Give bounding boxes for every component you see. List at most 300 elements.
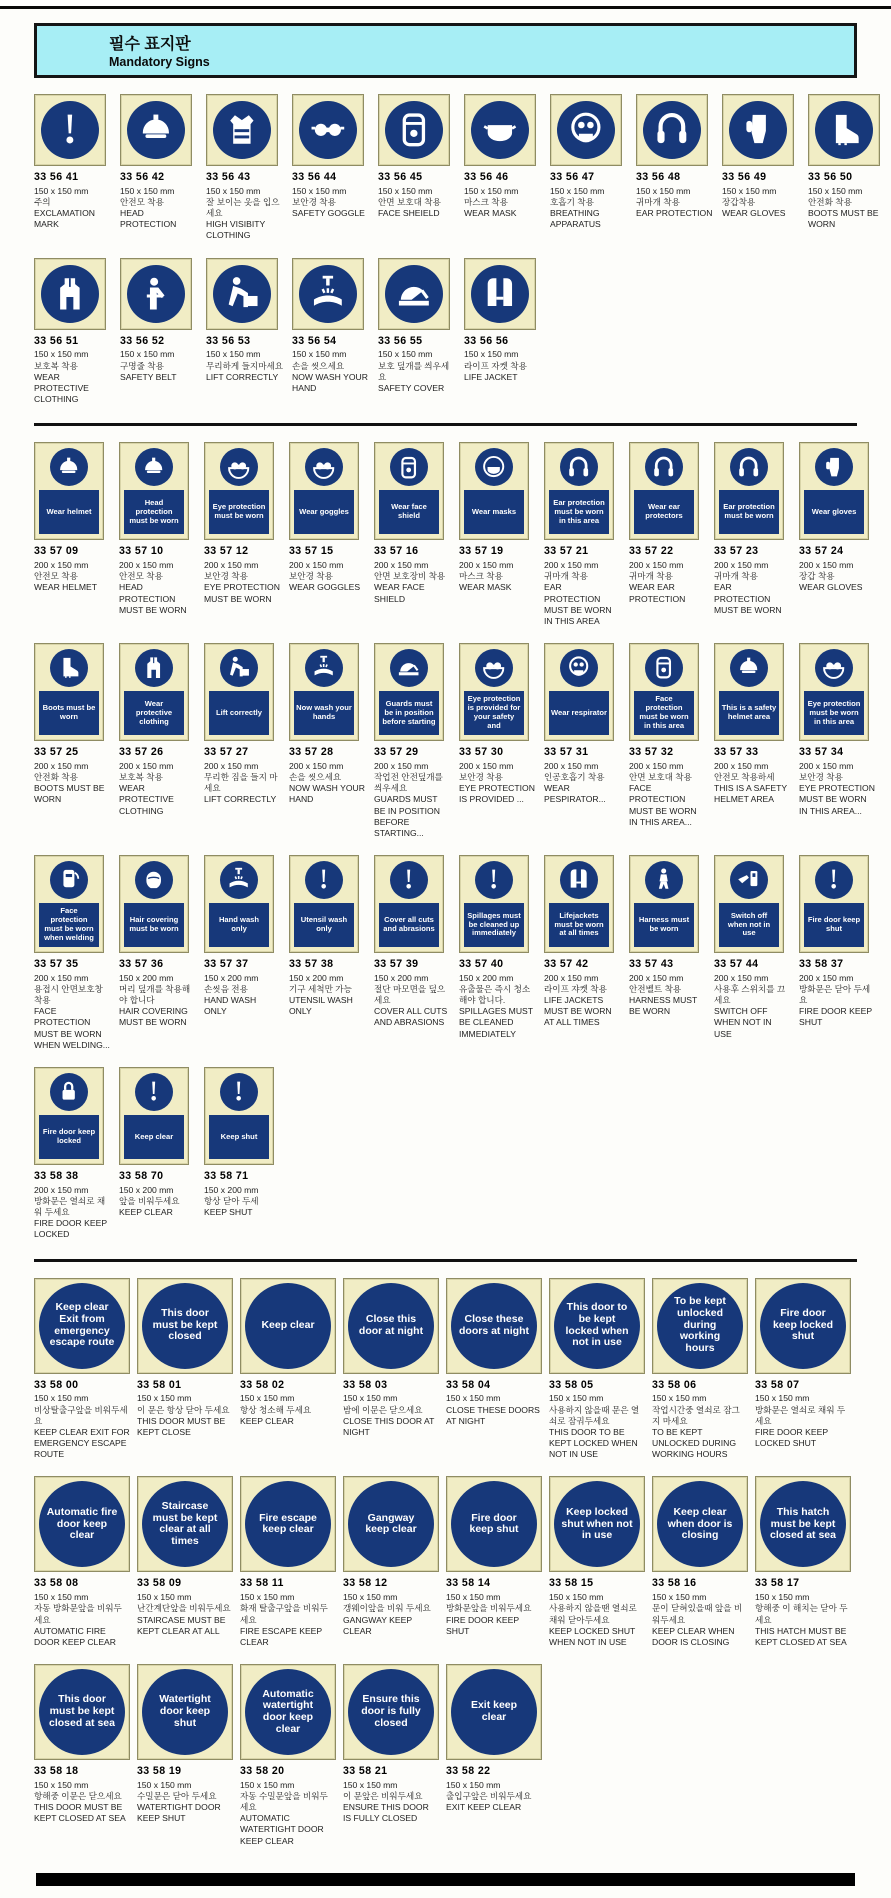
goggles-face-icon	[475, 649, 513, 687]
product-size: 200 x 150 mm	[119, 560, 174, 571]
product-size: 150 x 150 mm	[652, 1592, 707, 1603]
product-item	[459, 855, 535, 1040]
product-item	[34, 1278, 130, 1461]
product-caption	[34, 1379, 130, 1461]
sign-text-panel: Fire door keep shut	[804, 903, 864, 947]
welding-shield-icon	[50, 861, 88, 899]
product-name-korean: 안전화 착용	[34, 771, 78, 782]
product-caption	[652, 1379, 748, 1461]
product-name-korean: 이 문앞은 비워두세요	[343, 1790, 423, 1801]
lifejacket-icon	[471, 265, 529, 323]
sign-circle	[554, 1481, 640, 1567]
product-code: 33 58 06	[652, 1378, 697, 1391]
sign-text-panel: Ear protection must be worn	[719, 490, 779, 534]
sign-text-panel: Lifejackets must be worn at all times	[549, 903, 609, 947]
product-size: 150 x 150 mm	[292, 349, 347, 360]
sign-image	[464, 94, 536, 166]
sign-image	[374, 442, 444, 540]
sign-circle	[348, 1669, 434, 1755]
sign-image	[549, 1476, 645, 1572]
product-code: 33 56 52	[120, 334, 165, 347]
product-size: 150 x 150 mm	[652, 1393, 707, 1404]
page-header	[34, 23, 857, 78]
sign-circle-text: Automatic watertight door keep clear	[262, 1687, 314, 1735]
product-code: 33 58 05	[549, 1378, 594, 1391]
sign-circle	[245, 1481, 331, 1567]
product-name-english: LIFE JACKETS MUST BE WORN AT ALL TIMES	[544, 995, 612, 1028]
sign-image	[550, 94, 622, 166]
product-name-english: BOOTS MUST BE WORN	[808, 208, 879, 230]
product-item	[292, 94, 370, 219]
sign-circle	[39, 1669, 125, 1755]
sign-image	[204, 1067, 274, 1165]
product-name-english: HEAD PROTECTION	[120, 208, 177, 230]
product-code: 33 56 50	[808, 171, 853, 183]
exclamation-icon	[135, 1073, 173, 1111]
product-name-korean: 항해중 이 해치는 닫아 두세요	[755, 1603, 848, 1625]
gloves-icon	[815, 448, 853, 486]
product-name-english: THIS DOOR MUST BE KEPT CLOSED AT SEA	[34, 1802, 126, 1824]
product-caption	[799, 545, 875, 593]
sign-image	[808, 94, 880, 166]
product-name-english: NOW WASH YOUR HAND	[289, 783, 365, 805]
sign-circle	[657, 1283, 743, 1369]
product-name-korean: 방화문은 닫아 두세요	[799, 983, 871, 1006]
catalog-page	[0, 6, 891, 1898]
product-caption	[549, 1577, 645, 1648]
product-code: 33 57 40	[459, 958, 504, 971]
sign-text-panel: This is a safety helmet area	[719, 691, 779, 735]
sign-image	[137, 1664, 233, 1760]
product-code: 33 57 23	[714, 545, 759, 558]
product-name-english: KEEP CLEAR	[119, 1207, 173, 1218]
sign-text-panel: Lift correctly	[209, 691, 269, 735]
sign-text-panel: Now wash your hands	[294, 691, 354, 735]
product-item	[289, 442, 365, 593]
product-caption	[544, 958, 620, 1029]
product-caption	[137, 1379, 233, 1438]
sign-circle-text: This door must be kept closed	[152, 1306, 218, 1343]
product-name-korean: 안면 보호장비 착용	[374, 571, 446, 582]
product-size: 150 x 150 mm	[378, 349, 433, 360]
product-name-english: WEAR PROTECTIVE CLOTHING	[34, 371, 89, 405]
product-code: 33 57 38	[289, 958, 334, 971]
product-name-english: STAIRCASE MUST BE KEPT CLEAR AT ALL	[137, 1614, 226, 1636]
product-code: 33 58 21	[343, 1765, 388, 1778]
product-name-korean: 안전모 착용	[119, 571, 163, 582]
product-code: 33 58 70	[119, 1169, 164, 1182]
product-size: 200 x 150 mm	[34, 560, 89, 571]
product-name-korean: 방화문앞을 비워두세요	[446, 1603, 532, 1614]
sign-image	[119, 643, 189, 741]
product-size: 150 x 150 mm	[808, 185, 863, 196]
product-name-english: HAIR COVERING MUST BE WORN	[119, 1006, 188, 1028]
sign-image	[34, 1278, 130, 1374]
product-code: 33 57 36	[119, 958, 164, 971]
sign-circle-text: Ensure this door is fully closed	[361, 1693, 421, 1729]
product-name-korean: 마스크 착용	[459, 571, 503, 582]
sign-image	[343, 1664, 439, 1760]
product-size: 200 x 150 mm	[629, 972, 684, 983]
product-name-english: UTENSIL WASH ONLY	[289, 995, 353, 1017]
helmet-icon	[135, 448, 173, 486]
product-code: 33 56 51	[34, 334, 79, 347]
product-name-english: FIRE DOOR KEEP SHUT	[446, 1614, 519, 1636]
sign-circle-text: Automatic fire door keep clear	[46, 1505, 118, 1542]
product-code: 33 58 01	[137, 1378, 182, 1391]
product-item	[714, 643, 790, 805]
product-size: 200 x 150 mm	[799, 972, 854, 983]
sign-image	[714, 442, 784, 540]
sign-circle	[142, 1669, 228, 1755]
product-name-korean: 자동 방화문앞을 비워두세요	[34, 1603, 122, 1625]
product-item	[119, 855, 195, 1029]
product-caption	[343, 1577, 439, 1636]
product-name-english: FACE PROTECTION MUST BE WORN WHEN WELDING...	[34, 1006, 110, 1050]
page-title-korean: 필수 표지판	[109, 36, 191, 53]
product-caption	[446, 1765, 542, 1813]
sign-image	[120, 258, 192, 330]
goggles-face-icon	[815, 649, 853, 687]
product-size: 150 x 150 mm	[343, 1393, 398, 1404]
sign-text-panel: Hair covering must be worn	[124, 903, 184, 947]
sign-image	[799, 643, 869, 741]
product-size: 200 x 150 mm	[289, 760, 344, 771]
product-code: 33 58 18	[34, 1765, 79, 1778]
product-size: 150 x 150 mm	[464, 349, 519, 360]
product-caption	[206, 171, 284, 242]
sign-image	[549, 1278, 645, 1374]
face-shield-icon	[385, 101, 443, 159]
sign-image	[374, 643, 444, 741]
product-name-english: LIFT CORRECTLY	[206, 371, 279, 382]
product-code: 33 57 21	[544, 545, 589, 558]
product-caption	[34, 545, 110, 593]
exclamation-icon	[41, 101, 99, 159]
product-name-korean: 밤에 이문은 닫으세요	[343, 1404, 423, 1415]
product-code: 33 57 22	[629, 545, 674, 558]
product-size: 200 x 150 mm	[204, 760, 259, 771]
sign-circle-text: To be kept unlocked during working hours	[674, 1295, 726, 1355]
sign-text-panel: Harness must be worn	[634, 903, 694, 947]
product-size: 150 x 150 mm	[240, 1393, 295, 1404]
sign-circle-text: Staircase must be kept clear at all times	[152, 1499, 218, 1548]
product-size: 150 x 150 mm	[343, 1592, 398, 1603]
product-caption	[289, 545, 365, 593]
product-name-english: SAFETY BELT	[120, 371, 177, 382]
product-code: 33 56 55	[378, 334, 423, 347]
product-item	[378, 258, 456, 394]
product-name-korean: 머리 덮개를 착용해야 합니다	[119, 983, 191, 1006]
safety-cover-icon	[385, 265, 443, 323]
sign-circle-text: Keep clear Exit from emergency escape route	[49, 1301, 115, 1349]
product-name-english: WEAR MASK	[464, 208, 517, 219]
product-item	[34, 1476, 130, 1648]
sign-image	[240, 1664, 336, 1760]
product-size: 150 x 150 mm	[446, 1779, 501, 1790]
product-name-korean: 안면 보호대 착용	[378, 196, 441, 207]
respirator-icon	[557, 101, 615, 159]
product-caption	[464, 171, 542, 219]
product-item	[446, 1476, 542, 1636]
sign-image	[799, 855, 869, 953]
sign-image	[446, 1664, 542, 1760]
sign-text-panel: Boots must be worn	[39, 691, 99, 735]
sign-text-panel: Head protection must be worn	[124, 490, 184, 534]
product-name-korean: 수밀문은 닫아 두세요	[137, 1790, 217, 1801]
lift-icon	[220, 649, 258, 687]
product-caption	[629, 746, 705, 828]
product-caption	[119, 958, 195, 1029]
product-name-english: KEEP CLEAR EXIT FOR EMERGENCY ESCAPE ROUTE	[34, 1426, 130, 1460]
product-code: 33 56 47	[550, 171, 595, 183]
product-name-english: WEAR GLOVES	[722, 208, 786, 219]
product-caption	[755, 1577, 851, 1648]
sign-text-panel: Hand wash only	[209, 903, 269, 947]
product-name-korean: 라이프 자켓 착용	[464, 360, 527, 371]
product-item	[459, 442, 535, 593]
product-code: 33 58 20	[240, 1765, 285, 1778]
product-caption	[374, 746, 450, 839]
product-size: 200 x 150 mm	[544, 760, 599, 771]
product-name-english: EAR PROTECTION	[636, 208, 713, 219]
product-code: 33 58 37	[799, 958, 844, 971]
sign-circle-text: Gangway keep clear	[365, 1511, 417, 1536]
product-size: 200 x 150 mm	[714, 972, 769, 983]
sign-image	[240, 1278, 336, 1374]
product-item	[289, 643, 365, 805]
product-caption	[34, 746, 110, 805]
product-caption	[459, 746, 535, 805]
product-caption	[808, 171, 886, 230]
ear-muffs-icon	[645, 448, 683, 486]
product-item	[34, 258, 112, 406]
sign-text-panel: Wear goggles	[294, 490, 354, 534]
product-name-korean: 출입구앞은 비워두세요	[446, 1790, 532, 1801]
product-name-korean: 안전벨트 착용	[629, 983, 682, 994]
bottom-rule	[36, 1873, 855, 1886]
product-caption	[292, 171, 370, 219]
product-caption	[119, 545, 195, 616]
product-code: 33 58 12	[343, 1577, 388, 1590]
product-item	[34, 1067, 110, 1241]
product-name-korean: 작업전 안전덮개를 씌우세요	[374, 771, 443, 794]
sign-circle	[245, 1669, 331, 1755]
product-caption	[714, 958, 790, 1040]
product-caption	[204, 545, 280, 604]
sign-circle	[39, 1481, 125, 1567]
product-name-korean: 절단 마모면을 덮으세요	[374, 983, 446, 1006]
sign-image	[119, 1067, 189, 1165]
sign-image	[343, 1476, 439, 1572]
product-item	[343, 1278, 439, 1438]
ear-muffs-icon	[643, 101, 701, 159]
ear-muffs-icon	[560, 448, 598, 486]
product-size: 200 x 150 mm	[544, 560, 599, 571]
product-item	[374, 855, 450, 1029]
product-code: 33 57 16	[374, 545, 419, 558]
product-name-english: HEAD PROTECTION MUST BE WORN	[119, 582, 187, 615]
sign-image	[343, 1278, 439, 1374]
product-size: 200 x 150 mm	[459, 760, 514, 771]
product-size: 150 x 150 mm	[137, 1779, 192, 1790]
product-size: 150 x 200 mm	[204, 972, 259, 983]
sign-image	[446, 1278, 542, 1374]
sign-image	[714, 643, 784, 741]
product-name-english: WEAR HELMET	[34, 582, 98, 593]
product-name-korean: 앞을 비워두세요	[119, 1195, 180, 1206]
product-name-korean: 문이 닫혀있을때 앞을 비워두세요	[652, 1603, 743, 1625]
product-name-korean: 보안경 착용	[459, 771, 503, 782]
sign-image	[119, 855, 189, 953]
product-row	[34, 855, 872, 1051]
product-caption	[378, 335, 456, 394]
sign-image	[119, 442, 189, 540]
product-name-english: LIFT CORRECTLY	[204, 794, 277, 805]
page-title-english: Mandatory Signs	[109, 55, 210, 69]
product-name-korean: 방화문은 열쇠로 채워 두세요	[755, 1404, 846, 1426]
product-caption	[636, 171, 714, 219]
product-item	[343, 1476, 439, 1636]
product-caption	[544, 545, 620, 627]
product-name-english: EAR PROTECTION MUST BE WORN	[714, 582, 782, 615]
product-name-korean: 보안경 착용	[204, 571, 248, 582]
sign-image	[459, 643, 529, 741]
product-item	[544, 855, 620, 1029]
product-caption	[204, 1170, 280, 1218]
product-code: 33 57 32	[629, 746, 674, 759]
product-name-english: EAR PROTECTION MUST BE WORN IN THIS AREA	[544, 582, 612, 626]
product-size: 150 x 150 mm	[755, 1592, 810, 1603]
sign-image	[34, 258, 106, 330]
product-code: 33 57 25	[34, 746, 79, 759]
product-code: 33 58 03	[343, 1378, 388, 1391]
sign-image	[446, 1476, 542, 1572]
product-caption	[799, 746, 875, 817]
product-code: 33 57 26	[119, 746, 164, 759]
sign-text-panel: Face protection must be worn in this area	[634, 691, 694, 735]
product-item	[206, 94, 284, 242]
product-caption	[289, 746, 365, 805]
product-code: 33 57 34	[799, 746, 844, 759]
sign-circle	[451, 1283, 537, 1369]
product-item	[808, 94, 886, 230]
product-item	[544, 442, 620, 627]
product-item	[714, 855, 790, 1040]
sign-circle-text: Keep locked shut when not in use	[561, 1505, 633, 1542]
product-item	[464, 94, 542, 219]
product-caption	[204, 958, 280, 1017]
product-item	[289, 855, 365, 1017]
product-item	[240, 1664, 336, 1847]
product-code: 33 58 11	[240, 1577, 284, 1590]
product-name-korean: 사용후 스위치를 끄세요	[714, 983, 786, 1006]
sign-image	[636, 94, 708, 166]
product-row	[34, 442, 863, 627]
sign-image	[464, 258, 536, 330]
ear-muffs-icon	[730, 448, 768, 486]
product-name-english: FIRE DOOR KEEP LOCKED	[34, 1218, 107, 1240]
product-name-english: SAFETY COVER	[378, 382, 445, 393]
product-name-english: KEEP LOCKED SHUT WHEN NOT IN USE	[549, 1625, 636, 1647]
product-code: 33 57 19	[459, 545, 504, 558]
product-code: 33 58 00	[34, 1378, 79, 1391]
product-size: 150 x 150 mm	[34, 185, 89, 196]
product-code: 33 57 33	[714, 746, 759, 759]
product-name-korean: 귀마개 착용	[629, 571, 673, 582]
product-name-english: THIS IS A SAFETY HELMET AREA	[714, 783, 787, 805]
product-size: 150 x 200 mm	[289, 972, 344, 983]
product-item	[714, 442, 790, 616]
face-shield-icon	[645, 649, 683, 687]
vest-icon	[213, 101, 271, 159]
product-size: 150 x 150 mm	[240, 1592, 295, 1603]
product-caption	[204, 746, 280, 805]
sign-text-panel: Keep shut	[209, 1115, 269, 1159]
product-item	[755, 1278, 851, 1450]
product-size: 150 x 150 mm	[120, 185, 175, 196]
product-name-korean: 작업시간중 열쇠로 잠그지 마세요	[652, 1404, 740, 1426]
product-name-english: THIS DOOR MUST BE KEPT CLOSE	[137, 1415, 226, 1437]
sign-image	[652, 1278, 748, 1374]
boots-icon	[50, 649, 88, 687]
sign-image	[755, 1278, 851, 1374]
product-name-korean: 구명줄 착용	[120, 360, 164, 371]
goggles-face-icon	[220, 448, 258, 486]
product-caption	[34, 1170, 110, 1241]
product-caption	[459, 545, 535, 593]
goggles-face-icon	[305, 448, 343, 486]
product-item	[34, 643, 110, 805]
product-size: 200 x 150 mm	[799, 760, 854, 771]
product-code: 33 57 28	[289, 746, 334, 759]
product-name-korean: 호흡기 착용	[550, 196, 594, 207]
product-caption	[446, 1379, 542, 1427]
product-code: 33 56 45	[378, 171, 423, 183]
product-item	[119, 442, 195, 616]
exclamation-icon	[220, 1073, 258, 1111]
product-caption	[374, 958, 450, 1029]
product-row	[34, 1664, 857, 1847]
product-name-korean: 보안경 착용	[292, 196, 336, 207]
sign-image	[34, 855, 104, 953]
product-item	[204, 643, 280, 805]
product-name-english: BREATHING APPARATUS	[550, 208, 601, 230]
sign-text-panel: Wear face shield	[379, 490, 439, 534]
product-size: 150 x 150 mm	[446, 1592, 501, 1603]
product-caption	[137, 1577, 233, 1636]
product-name-korean: 보안경 착용	[799, 771, 843, 782]
product-item	[629, 643, 705, 828]
sign-image	[459, 442, 529, 540]
product-name-korean: 인공호흡기 착용	[544, 771, 605, 782]
product-name-english: WEAR PROTECTIVE CLOTHING	[119, 783, 174, 816]
product-code: 33 56 46	[464, 171, 509, 183]
sign-image	[137, 1278, 233, 1374]
product-code: 33 58 14	[446, 1577, 491, 1590]
product-name-korean: 안전모 착용	[120, 196, 164, 207]
sign-circle-text: Exit keep clear	[470, 1699, 518, 1724]
sign-image	[137, 1476, 233, 1572]
helmet-icon	[730, 649, 768, 687]
product-name-english: WEAR PESPIRATOR...	[544, 783, 606, 805]
mask-icon	[471, 101, 529, 159]
sign-circle-text: Fire escape keep clear	[259, 1511, 317, 1536]
product-item	[799, 855, 875, 1029]
product-name-korean: 보안경 착용	[289, 571, 333, 582]
product-row	[34, 258, 857, 406]
product-name-korean: 비상탈출구앞을 비워두세요	[34, 1404, 128, 1426]
